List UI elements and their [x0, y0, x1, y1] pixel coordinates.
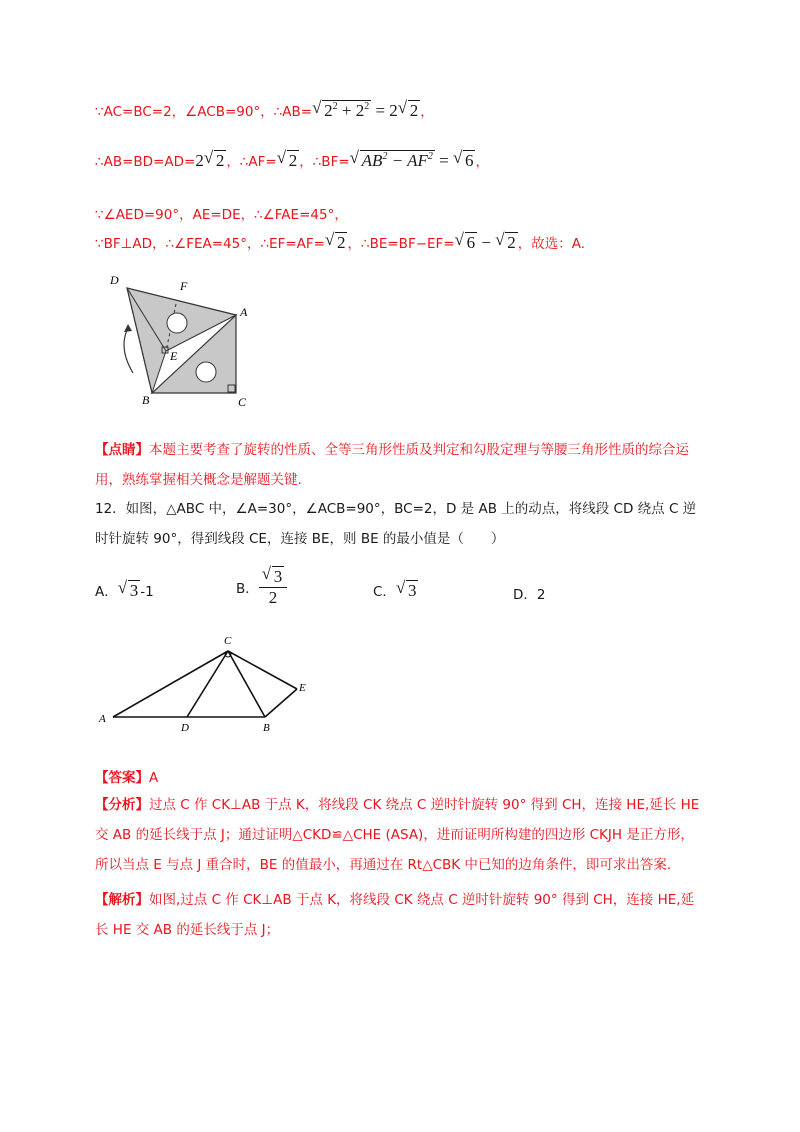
geometry-figure-1 — [100, 268, 270, 408]
explanation-tag: 【解析】 — [95, 892, 149, 908]
solution-line-4 — [95, 232, 585, 253]
math-formula: √ $2^2 + 2^2 = 2√$ 2 — [312, 101, 420, 120]
solution-text: ∴AB=BD=AD= — [95, 154, 196, 170]
solution-text: ， — [420, 104, 434, 120]
explanation-text: 如图,过点 C 作 CK⊥AB 于点 K，将线段 CK 绕点 C 逆时针旋转 90° 得到 CH，连接 HE,延长 HE 交 AB 的延长线于点 J； — [95, 892, 695, 938]
segment-cd — [187, 651, 228, 717]
arrow-head-icon — [124, 324, 132, 332]
label-B: B — [142, 393, 150, 407]
label-D: D — [110, 273, 119, 287]
solution-text: ，∴BE=BF−EF= — [347, 236, 455, 252]
geometry-figure-2 — [95, 630, 325, 740]
label-C: C — [224, 635, 232, 647]
math-formula: √ 2 — [277, 151, 300, 170]
option-d: D．2 — [513, 587, 546, 603]
label-A: A — [240, 305, 248, 319]
answer-value: A — [149, 770, 159, 786]
math-formula: √ 6 − √ 2 — [455, 233, 518, 252]
solution-text: ， — [475, 154, 489, 170]
solution-text: ，∴BF= — [299, 154, 350, 170]
solution-line-3: ∵∠AED=90°，AE=DE，∴∠FAE=45°， — [95, 207, 348, 223]
answer-line — [95, 766, 158, 786]
label-B: B — [263, 722, 270, 734]
comment-paragraph — [95, 435, 707, 495]
label-C: C — [238, 395, 247, 408]
analysis-paragraph — [95, 790, 707, 880]
question-text: 12．如图，△ABC 中，∠A=30°，∠ACB=90°，BC=2，D 是 AB 上的动点，将线段 CD 绕点 C 逆时针旋转 90°，得到线段 CE，连接 BE，则 BE 的最小值是（ ） — [95, 501, 697, 547]
segment-ac — [113, 651, 228, 717]
math-formula: 2√ 2 — [195, 151, 226, 170]
circle-hole-2 — [196, 362, 216, 382]
solution-line-2 — [95, 150, 489, 171]
circle-hole-1 — [167, 313, 187, 333]
analysis-tag: 【分析】 — [95, 797, 149, 813]
solution-line-1 — [95, 100, 434, 121]
solution-text: ，故选：A. — [517, 236, 586, 252]
solution-text: ∵BF⊥AD，∴∠FEA=45°，∴EF=AF= — [95, 236, 325, 252]
solution-text: ，∴AF= — [226, 154, 277, 170]
explanation-paragraph — [95, 885, 707, 945]
math-formula: √ 2 — [325, 233, 348, 252]
option-c: C．√ 3 — [373, 580, 418, 601]
analysis-text: 过点 C 作 CK⊥AB 于点 K，将线段 CK 绕点 C 逆时针旋转 90° 得到 CH，连接 HE,延长 HE 交 AB 的延长线于点 J；通过证明△CKD≌△CHE (ASA)，进而证明所构建的四边形 CKJH 是正方形，所以当点 E 与点 J 重合时，BE 的值最小，再通过在 Rt△CBK 中已知的边角条件，即可求出答案. — [95, 797, 700, 873]
label-F: F — [180, 279, 188, 293]
solution-text: ∵AC=BC=2，∠ACB=90°，∴AB= — [95, 104, 313, 120]
label-E: E — [170, 349, 178, 363]
option-b: B． √ $\frac{3}{2}$ — [236, 566, 287, 608]
segment-be — [265, 689, 297, 717]
label-E: E — [299, 682, 306, 694]
answer-tag: 【答案】 — [95, 770, 149, 786]
rotation-arrow — [124, 328, 133, 373]
option-a: A．√ 3 -1 — [95, 580, 154, 601]
label-D: D — [181, 722, 189, 734]
comment-tag: 【点睛】 — [95, 442, 149, 458]
label-A: A — [99, 713, 106, 725]
comment-text: 本题主要考查了旋转的性质、全等三角形性质及判定和勾股定理与等腰三角形性质的综合运用，熟练掌握相关概念是解题关键. — [95, 442, 689, 488]
math-formula: √ $AB^2 - AF^2$ = √ 6 — [350, 151, 476, 170]
